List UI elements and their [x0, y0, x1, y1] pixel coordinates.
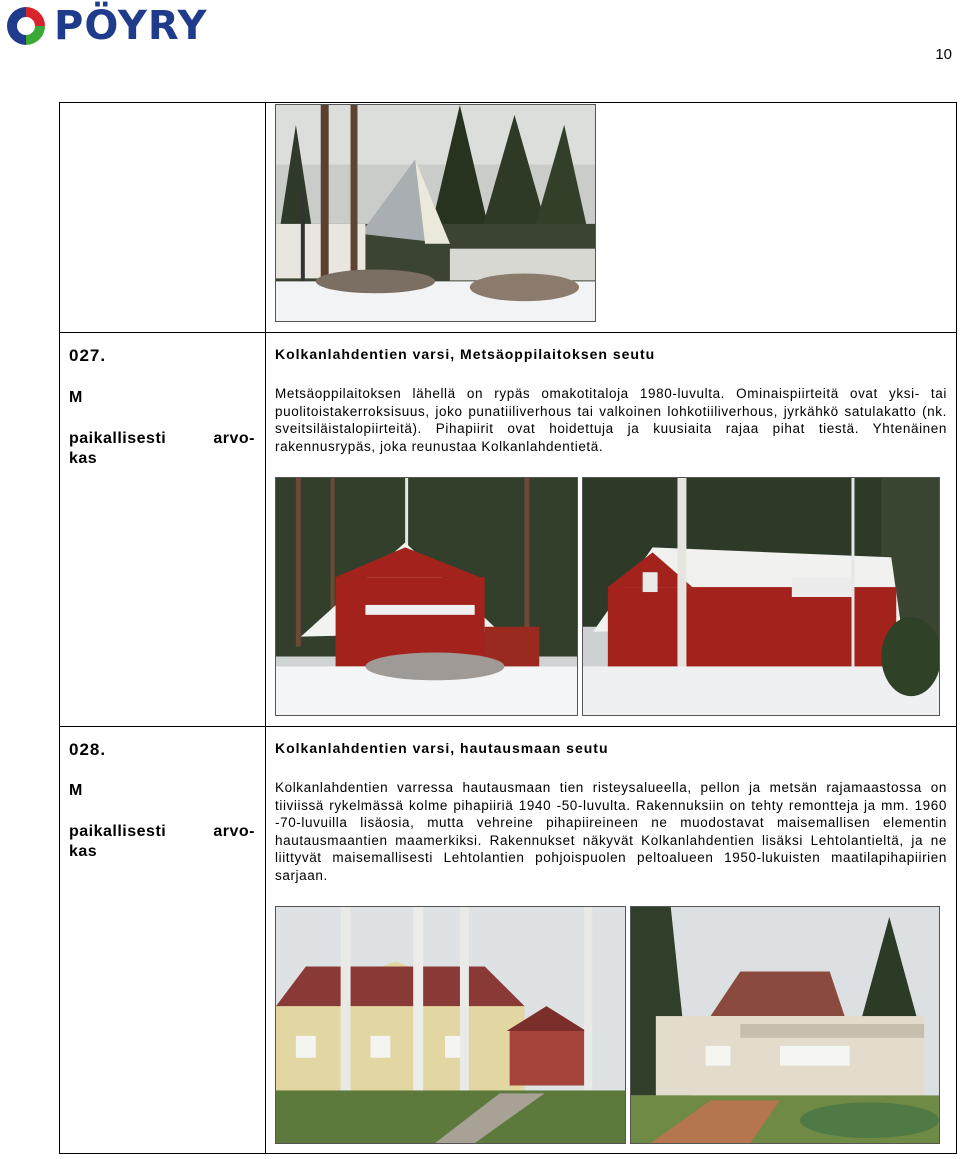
classification-word: paikallisesti — [69, 823, 167, 840]
classification-word: arvo- — [213, 823, 255, 840]
classification-word: paikallisesti — [69, 430, 167, 447]
entry-classification-028 — [69, 781, 255, 862]
classification-word: kas — [69, 450, 98, 467]
photo-white-house — [630, 906, 940, 1144]
photo-red-house-left — [275, 477, 578, 716]
photo-yellow-house — [275, 906, 626, 1144]
poyry-swirl-icon — [4, 4, 48, 48]
entry-title-028: Kolkanlahdentien varsi, hautausmaan seutu — [275, 740, 609, 756]
row-divider-027 — [59, 332, 957, 333]
entry-title-027: Kolkanlahdentien varsi, Metsäoppilaitoksen seutu — [275, 346, 656, 362]
entry-description-028: Kolkanlahdentien varressa hautausmaan tien risteysalueella, pellon ja metsän rajamaastossa on tiiviissä rykelmässä kolme pihapiiriä 1940 -50-luvulta. Rakennuksiin on tehty remontteja ja mm. 1960 -70-luvuilla lisäosia, mutta vehreine pihapiireineen ne muodostavat maisemallisen elementin hautausmaantien maamerkiksi. Rakennukset näkyvät Kolkanlahdentien lisäksi Lehtolantieltä, ja ne liittyvät maisemallisesti Lehtolantien pohjoispuolen peltoalueen 1950-lukuisten maatilapihapiirien sarjaan. — [275, 780, 947, 883]
entry-description-027: Metsäoppilaitoksen lähellä on rypäs omakotitaloja 1980-luvulta. Ominaispiirteitä ovat yksi- tai puolitoistakerroksisuus, joko punatiiliverhous tai valkoinen lohkotiiliverhous, jyrkähkö satulakatto (nk. sveitsiläistalopiirteitä). Pihapiirit ovat hoidettuja ja kuusiaita rajaa pihat tiestä. Yhtenäinen rakennusrypäs, joka reunustaa Kolkanlahdentietä. — [275, 386, 947, 454]
classification-letter: M — [69, 389, 83, 406]
entry-code-027: 027. — [69, 346, 107, 365]
entry-classification-027 — [69, 388, 255, 469]
row-divider-028 — [59, 726, 957, 727]
page-number: 10 — [935, 46, 952, 63]
logo-wordmark: PÖYRY — [54, 3, 208, 49]
entry-code-028: 028. — [69, 740, 107, 759]
poyry-logo — [4, 4, 207, 48]
photo-red-house-right — [582, 477, 940, 716]
photo-metsaoppilaitos-house — [275, 104, 596, 322]
classification-word: kas — [69, 843, 98, 860]
column-divider — [265, 102, 266, 1154]
classification-letter: M — [69, 782, 83, 799]
classification-word: arvo- — [213, 430, 255, 447]
